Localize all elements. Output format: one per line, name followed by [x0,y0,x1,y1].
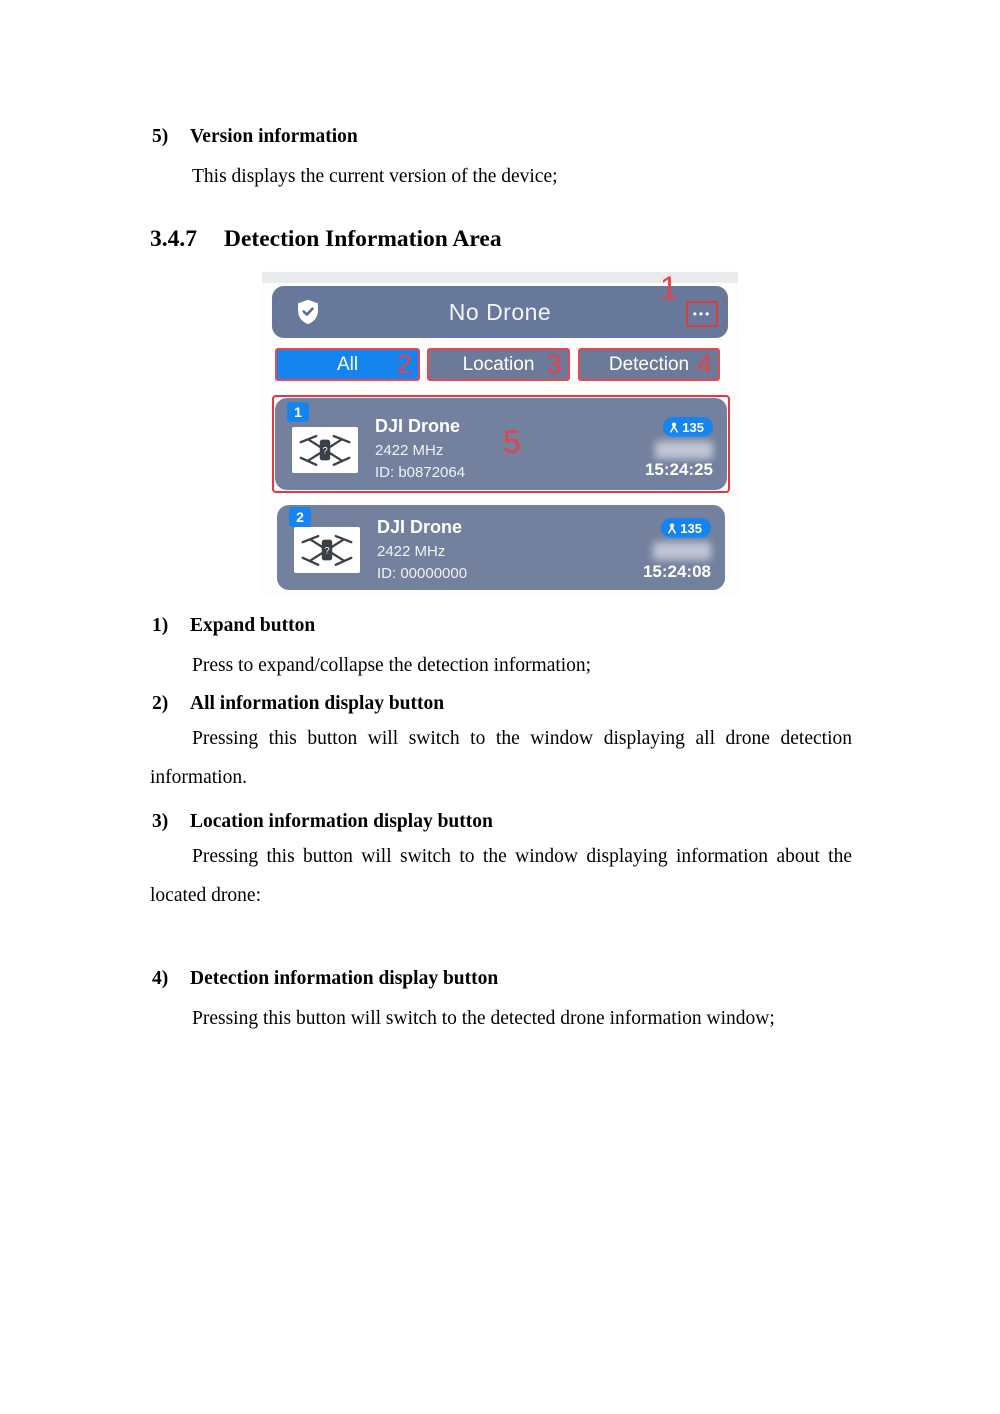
list-item-3-title: Location information display button [190,811,493,832]
drone-count-icon [669,422,679,433]
tab-location-label: Location [462,353,535,375]
callout-5-card: 5 [503,424,521,460]
list-item-2-heading [152,693,444,715]
callout-3-location-tab: 3 [546,349,562,379]
signal-count-value: 135 [680,520,702,536]
list-item-4-heading [152,968,498,990]
section-number: 3.4.7 [150,226,197,252]
tab-detection[interactable] [578,348,720,381]
drone-card-1[interactable] [275,398,727,490]
list-item-5-heading [152,126,358,148]
list-item-5-number: 5) [152,126,169,147]
svg-text:?: ? [324,545,330,557]
callout-1-expand: 1 [660,270,678,306]
drone-name: DJI Drone [377,517,463,537]
list-item-5-body: This displays the current version of the device; [192,166,558,187]
ellipsis-icon: ••• [692,307,712,321]
svg-text:?: ? [322,445,328,457]
list-item-1-number: 1) [152,615,169,636]
tab-all[interactable] [275,348,420,381]
callout-5-card-outline [272,395,730,493]
tab-all-label: All [336,353,359,375]
detection-time: 15:24:25 [644,460,713,479]
list-item-1-body: Press to expand/collapse the detection information; [192,655,592,676]
card-index-badge: 1 [287,402,309,422]
list-item-4-number: 4) [152,968,169,989]
tab-detection-label: Detection [608,353,690,375]
list-item-3-heading [152,811,493,833]
drone-card-2-wrap [277,505,725,590]
list-item-5-title: Version information [190,126,358,147]
card-index-badge: 2 [289,507,311,527]
drone-name: DJI Drone [375,416,461,436]
drone-frequency: 2422 MHz [375,442,444,459]
drone-id: ID: b0872064 [375,464,466,481]
redacted-blur [655,441,713,459]
detection-time: 15:24:08 [642,562,711,581]
section-title: Detection Information Area [224,226,502,252]
list-item-1-heading [152,615,315,637]
tab-location[interactable] [427,348,570,381]
list-item-4-body: Pressing this button will switch to the detected drone information window; [192,1008,775,1029]
signal-count-value: 135 [682,419,704,435]
list-item-2-number: 2) [152,693,169,714]
list-item-4-title: Detection information display button [190,968,499,989]
list-item-1-title: Expand button [190,615,316,636]
list-item-3-number: 3) [152,811,169,832]
redacted-blur [653,542,711,560]
drone-image-icon [296,430,354,470]
signal-count-badge [661,518,711,538]
drone-card-2[interactable] [277,505,725,590]
screenshot-detection-area [262,270,738,596]
callout-4-detection-tab: 4 [696,349,712,379]
list-item-3-body: Pressing this button will switch to the window displaying information about the located drone: [150,846,852,906]
list-item-2-body: Pressing this button will switch to the window displaying all drone detection information. [150,728,852,788]
drone-frequency: 2422 MHz [377,543,446,560]
expand-button[interactable] [686,301,718,327]
callout-2-all-tab: 2 [396,349,412,379]
drone-thumbnail [292,427,358,473]
drone-id: ID: 00000000 [377,565,468,582]
drone-image-icon [298,530,356,570]
detection-status-title: No Drone [448,298,552,325]
section-heading [150,226,502,253]
list-item-2-title: All information display button [190,693,445,714]
drone-count-icon [667,523,677,534]
drone-thumbnail [294,527,360,573]
signal-count-badge [663,417,713,437]
